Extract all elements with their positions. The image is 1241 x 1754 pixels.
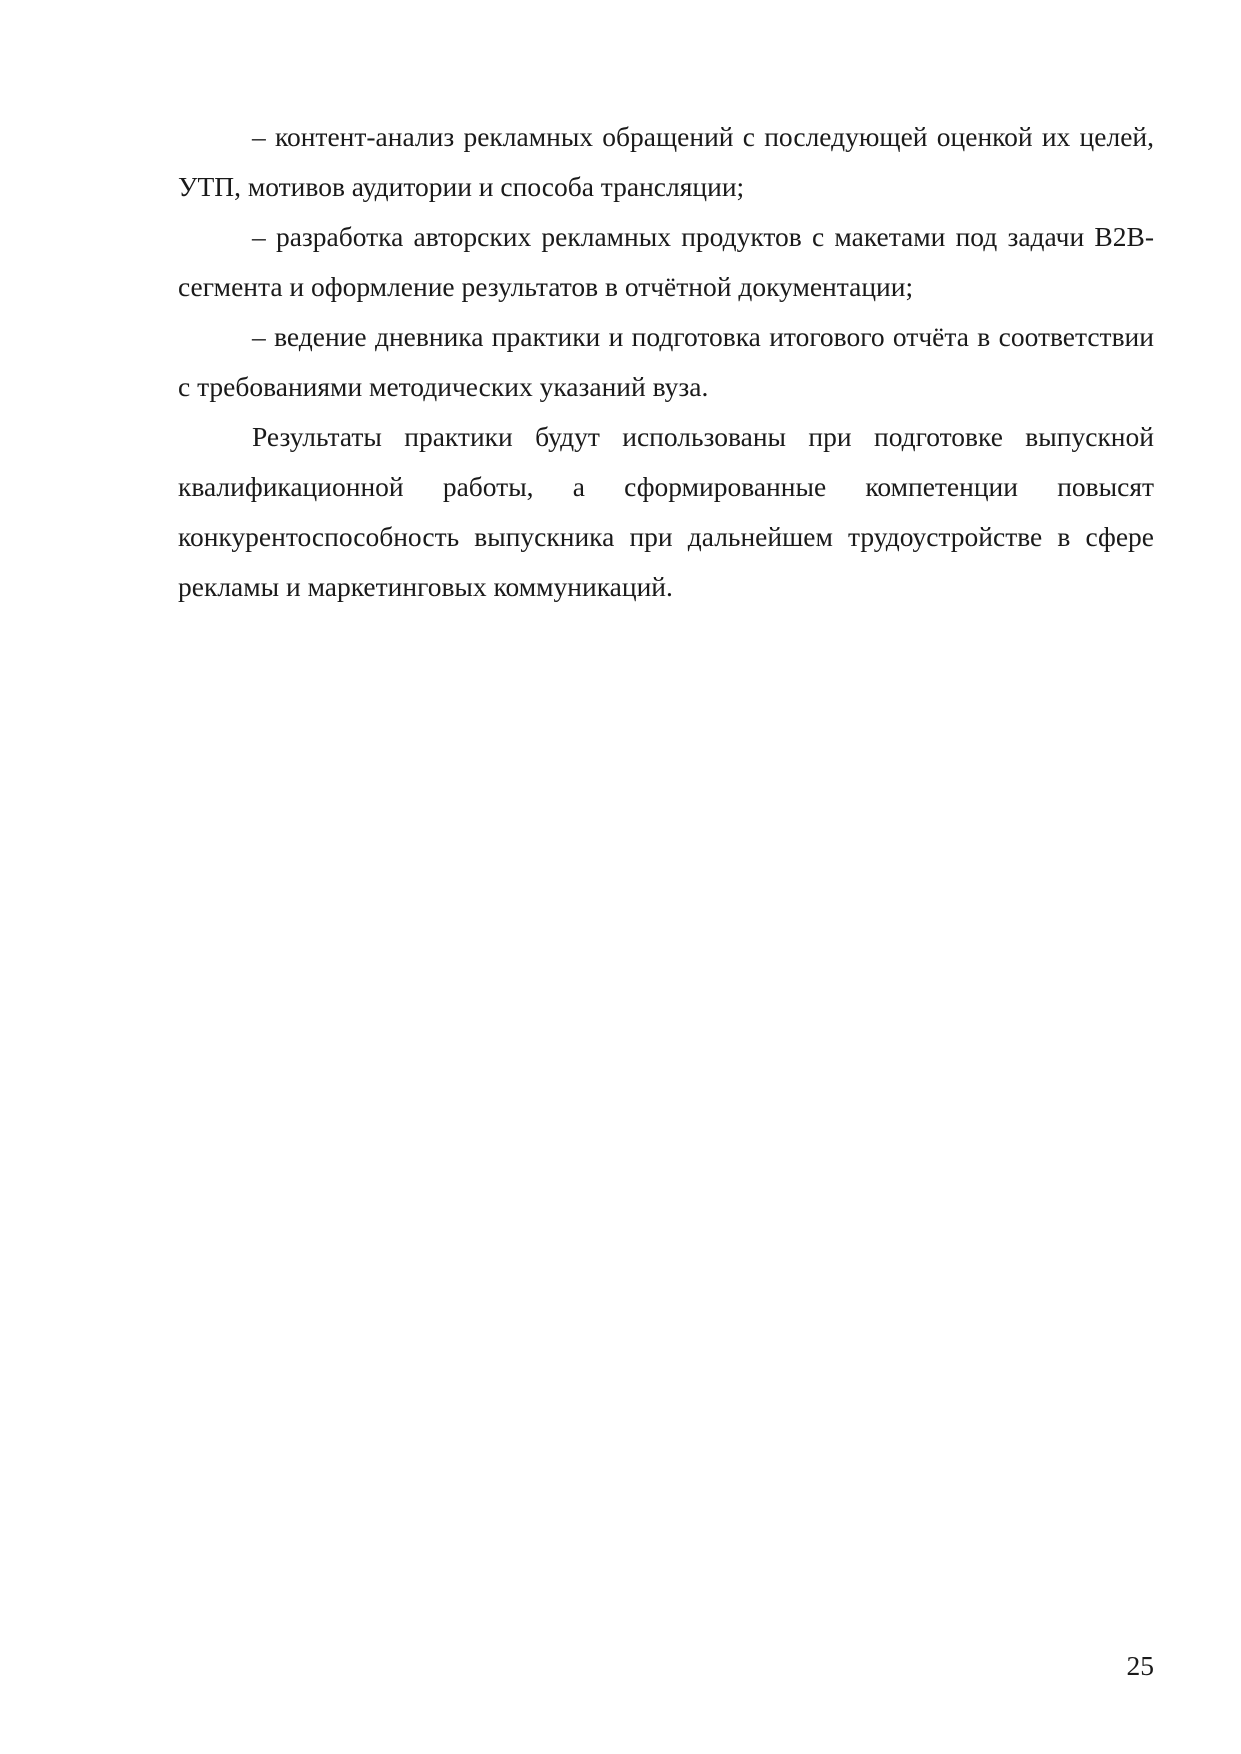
paragraph-results: Результаты практики будут использованы при подготовке выпускной квалификационной работы, а сформированные компетенции повысят конкурентоспособность выпускника при дальнейшем трудоустройстве в сфере рекламы и маркетинговых коммуникаций.: [178, 421, 1154, 602]
list-item-ad-products: – разработка авторских рекламных продуктов с макетами под задачи B2B-сегмента и оформление результатов в отчётной документации;: [178, 221, 1154, 302]
list-item-content-analysis: – контент-анализ рекламных обращений с последующей оценкой их целей, УТП, мотивов аудитории и способа трансляции;: [178, 121, 1154, 202]
page-number: 25: [1126, 1650, 1154, 1681]
list-item-practice-diary: – ведение дневника практики и подготовка итогового отчёта в соответствии с требованиями методических указаний вуза.: [178, 321, 1154, 402]
body-text: [178, 112, 1154, 612]
